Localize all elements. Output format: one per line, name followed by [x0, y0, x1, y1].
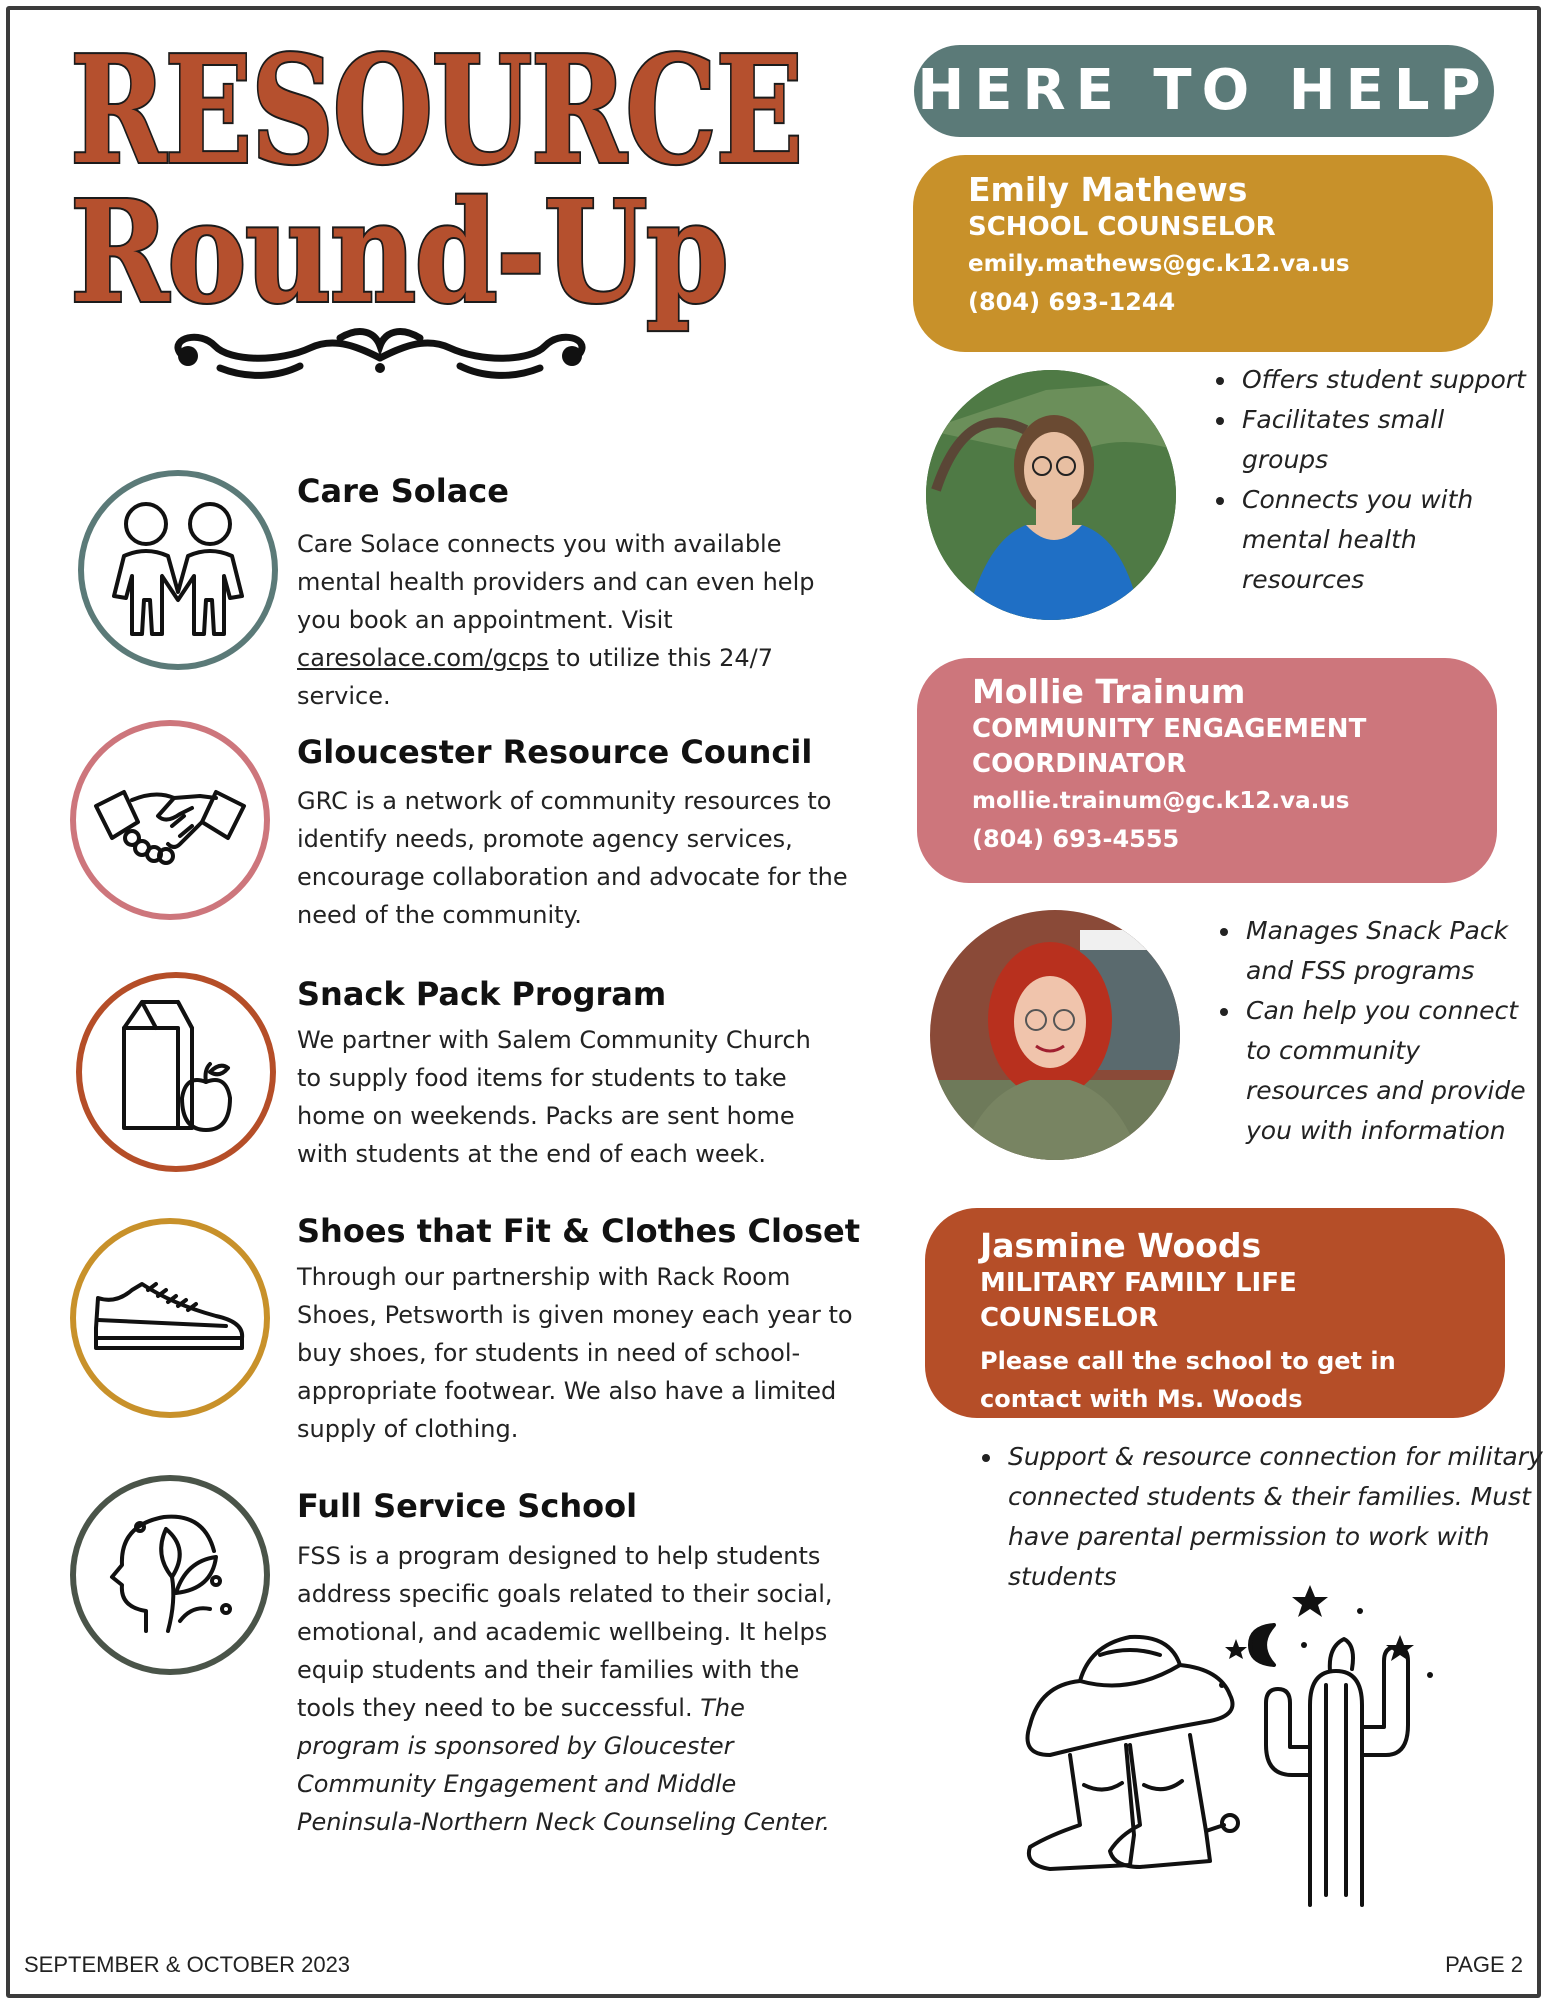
staff-phone[interactable]: (804) 693-4555: [972, 825, 1180, 853]
snack-pack-icon-circle: [76, 972, 276, 1172]
sneaker-icon: [76, 1224, 264, 1412]
staff-role: COMMUNITY ENGAGEMENT: [972, 714, 1367, 744]
mollie-photo: [930, 910, 1180, 1160]
resource-description-text-end: to utilize this 24/7 service.: [297, 644, 773, 710]
resource-description: Through our partnership with Rack Room Shoes, Petsworth is given money each year to buy shoes, for students in need of school-appropriate footwear. We also have a limited supply of clothing.: [297, 1263, 853, 1443]
emily-photo: [926, 370, 1176, 620]
resource-description: [297, 525, 817, 715]
duty-item: • Support & resource connection for military connected students & their families. Must have parental permission to work with students: [1004, 1437, 1544, 1597]
resource-title: Shoes that Fit & Clothes Closet: [297, 1212, 861, 1250]
staff-email[interactable]: mollie.trainum@gc.k12.va.us: [972, 788, 1350, 814]
care-solace-link[interactable]: caresolace.com/gcps: [297, 644, 549, 672]
footer-date: SEPTEMBER & OCTOBER 2023: [24, 1952, 351, 1977]
staff-role: SCHOOL COUNSELOR: [968, 212, 1276, 242]
staff-name: Emily Mathews: [968, 170, 1248, 209]
shoes-icon-circle: [70, 1218, 270, 1418]
staff-role: MILITARY FAMILY LIFE COUNSELOR: [980, 1268, 1297, 1333]
footer-page-number: PAGE 2: [1445, 1952, 1523, 1977]
resource-description: GRC is a network of community resources to identify needs, promote agency services, encourage collaboration and advocate for the need of the community.: [297, 787, 848, 929]
handshake-icon: [76, 726, 264, 914]
sponsor-note: The program is sponsored by Gloucester Community Engagement and Middle Peninsula-Northern Neck Counseling Center.: [297, 1694, 830, 1836]
staff-card-emily: [913, 155, 1493, 352]
resource-description-text: Care Solace connects you with available mental health providers and can even help you book an appointment. Visit: [297, 530, 815, 634]
resource-title: Care Solace: [297, 472, 509, 510]
staff-phone[interactable]: (804) 693-1244: [968, 288, 1176, 316]
staff-card-mollie: [917, 658, 1497, 883]
milk-carton-apple-icon: [82, 978, 270, 1166]
duty-item: • Facilitates small groups: [1238, 400, 1528, 480]
here-to-help-heading: HERE TO HELP: [914, 45, 1494, 137]
flourish-ornament-icon: [160, 318, 600, 388]
head-with-plant-icon: [76, 1481, 264, 1669]
staff-name: Jasmine Woods: [980, 1226, 1262, 1265]
staff-card-jasmine: [925, 1208, 1505, 1418]
resource-description: [297, 1537, 852, 1841]
duty-item: • Can help you connect to community resources and provide you with information: [1242, 991, 1542, 1151]
duty-item: • Manages Snack Pack and FSS programs: [1242, 911, 1542, 991]
resource-description-text: FSS is a program designed to help students address specific goals related to their social, emotional, and academic wellbeing. It helps equip students and their families with the tools they need to be successful.: [297, 1542, 833, 1722]
emily-duties-list: [1202, 360, 1528, 600]
staff-name: Mollie Trainum: [972, 672, 1246, 711]
resource-title: Gloucester Resource Council: [297, 733, 813, 771]
resource-title: Full Service School: [297, 1487, 638, 1525]
resource-title: Snack Pack Program: [297, 975, 667, 1013]
two-people-holding-hands-icon: [84, 476, 272, 664]
staff-role-line2: COORDINATOR: [972, 749, 1187, 779]
resource-description: We partner with Salem Community Church to supply food items for students to take home on weekends. Packs are sent home with students at the end of each week.: [297, 1026, 811, 1168]
mollie-duties-list: [1206, 911, 1542, 1151]
duty-item: • Offers student support: [1238, 360, 1528, 400]
duty-item: • Connects you with mental health resources: [1238, 480, 1528, 600]
portrait-image: [926, 370, 1176, 620]
grc-icon-circle: [70, 720, 270, 920]
care-solace-icon-circle: [78, 470, 278, 670]
jasmine-duties-list: [968, 1437, 1544, 1597]
staff-email[interactable]: emily.mathews@gc.k12.va.us: [968, 251, 1350, 277]
fss-icon-circle: [70, 1475, 270, 1675]
title-resource: RESOURCE: [70, 23, 802, 197]
staff-contact-note: Please call the school to get in contact with Ms. Woods: [980, 1347, 1396, 1413]
cowboy-hat-boots-cactus-illustration: [1010, 1585, 1450, 1925]
title-round-up: Round-Up: [70, 171, 728, 335]
portrait-image: [930, 910, 1180, 1160]
